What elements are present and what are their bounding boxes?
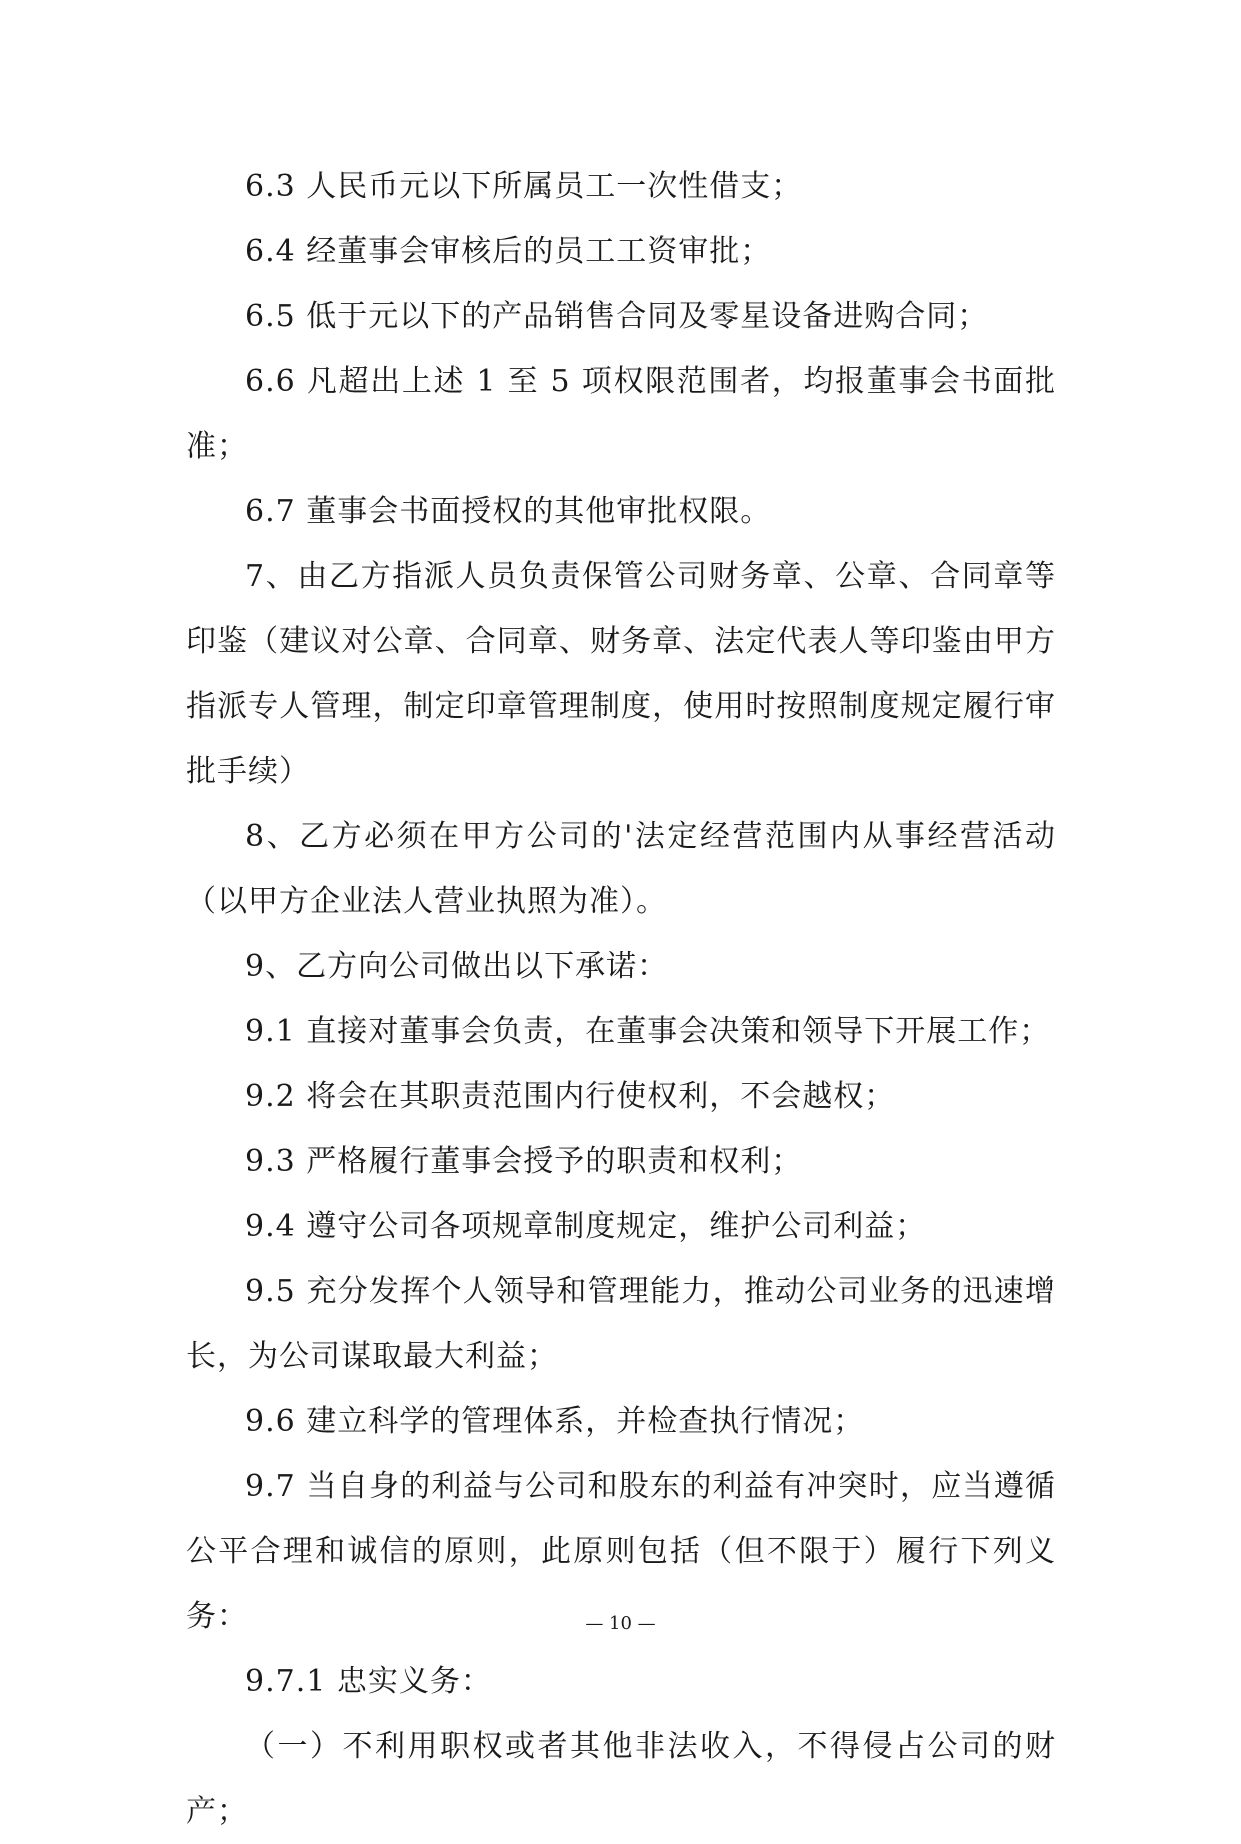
paragraph-6-4: 6.4 经董事会审核后的员工工资审批； [245, 234, 772, 269]
paragraph-6-5: 6.5 低于元以下的产品销售合同及零星设备进购合同； [245, 299, 989, 334]
paragraph-9-7-1: 9.7.1 忠实义务： [245, 1664, 492, 1699]
page-number: — 10 — [585, 1613, 656, 1634]
paragraph-9-7-1-item-1: （一）不利用职权或者其他非法收入，不得侵占公司的财产； [186, 1729, 1056, 1829]
paragraph-9-3: 9.3 严格履行董事会授予的职责和权利； [245, 1144, 803, 1179]
paragraph-9-5: 9.5 充分发挥个人领导和管理能力，推动公司业务的迅速增长，为公司谋取最大利益； [186, 1274, 1056, 1374]
paragraph-8: 8、乙方必须在甲方公司的'法定经营范围内从事经营活动（以甲方企业法人营业执照为准）。 [186, 819, 1056, 919]
paragraph-9: 9、乙方向公司做出以下承诺： [245, 949, 669, 984]
paragraph-6-6: 6.6 凡超出上述 1 至 5 项权限范围者，均报董事会书面批准； [186, 364, 1056, 464]
paragraph-7: 7、由乙方指派人员负责保管公司财务章、公章、合同章等印鉴（建议对公章、合同章、财务章、法定代表人等印鉴由甲方指派专人管理，制定印章管理制度，使用时按照制度规定履行审批手续） [186, 559, 1056, 789]
paragraph-9-6: 9.6 建立科学的管理体系，并检查执行情况； [245, 1404, 865, 1439]
paragraph-9-2: 9.2 将会在其职责范围内行使权利，不会越权； [245, 1079, 896, 1114]
paragraph-9-7: 9.7 当自身的利益与公司和股东的利益有冲突时，应当遵循公平合理和诚信的原则，此原则包括（但不限于）履行下列义务： [186, 1469, 1056, 1634]
paragraph-6-3: 6.3 人民币元以下所属员工一次性借支； [245, 169, 803, 204]
paragraph-9-4: 9.4 遵守公司各项规章制度规定，维护公司利益； [245, 1209, 927, 1244]
paragraph-9-1: 9.1 直接对董事会负责，在董事会决策和领导下开展工作； [245, 1014, 1051, 1049]
paragraph-6-7: 6.7 董事会书面授权的其他审批权限。 [245, 494, 772, 529]
document-body [186, 154, 1056, 1844]
